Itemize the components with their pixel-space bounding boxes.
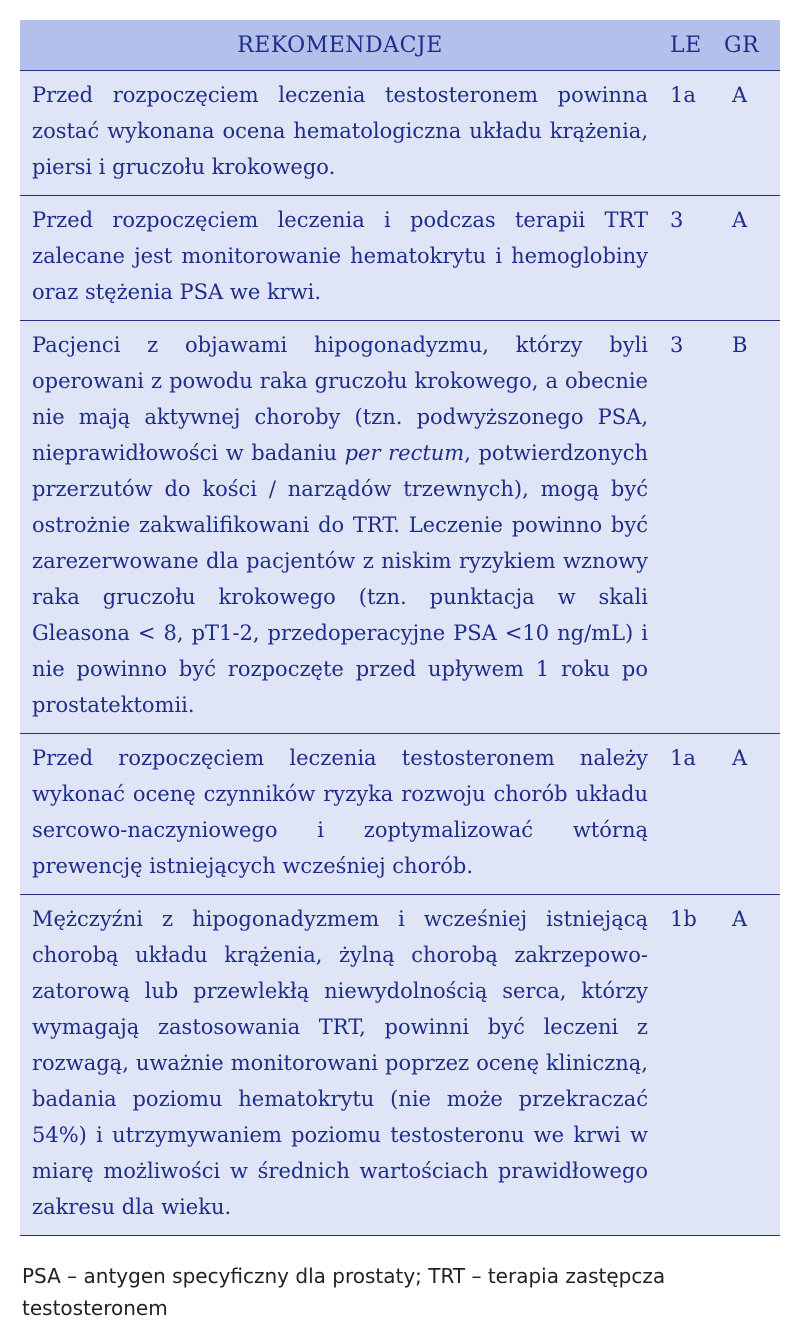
table-footnote: PSA – antygen specyficzny dla prostaty; TRT – terapia zastępcza testosteronem	[22, 1264, 666, 1320]
recommendation-text-part: Pacjenci z objawami hipogonadyzmu, którzy byli operowani z powodu raka gruczołu krokowego, a obecnie nie mają aktywnej choroby (tzn. podwyższonego PSA, nieprawidłowości w badaniu	[32, 333, 648, 465]
level-of-evidence: 1a	[660, 734, 718, 895]
recommendation-text: Przed rozpoczęciem leczenia i podczas terapii TRT zalecane jest monitorowanie hematokrytu i hemoglobiny oraz stężenia PSA we krwi.	[20, 196, 660, 321]
grade-of-recommendation: A	[718, 71, 780, 196]
recommendations-table	[20, 20, 780, 1236]
level-of-evidence: 3	[660, 321, 718, 734]
table-row	[20, 895, 780, 1236]
level-of-evidence: 1a	[660, 71, 718, 196]
header-gr: GR	[718, 20, 780, 71]
table-header-row	[20, 20, 780, 71]
recommendation-text-part: , potwierdzonych przerzutów do kości / narządów trzewnych), mogą być ostrożnie zakwalifikowani do TRT. Leczenie powinno być zarezerwowane dla pacjentów z niskim ryzykiem wznowy raka gruczołu krokowego (tzn. punktacja w skali Gleasona < 8, pT1-2, przedoperacyjne PSA <10 ng/mL) i nie powinno być rozpoczęte przed upływem 1 roku po prostatektomii.	[32, 441, 648, 717]
recommendation-text-italic: per rectum	[344, 441, 465, 465]
grade-of-recommendation: A	[718, 196, 780, 321]
recommendations-table-wrap	[20, 20, 780, 1236]
header-recommendations: REKOMENDACJE	[20, 20, 660, 71]
table-row	[20, 321, 780, 734]
table-row	[20, 734, 780, 895]
recommendation-text	[20, 321, 660, 734]
grade-of-recommendation: A	[718, 734, 780, 895]
level-of-evidence: 1b	[660, 895, 718, 1236]
table-row	[20, 71, 780, 196]
recommendation-text: Przed rozpoczęciem leczenia testosteronem należy wykonać ocenę czynników ryzyka rozwoju chorób układu sercowo-naczyniowego i zoptymalizować wtórną prewencję istniejących wcześniej chorób.	[20, 734, 660, 895]
grade-of-recommendation: A	[718, 895, 780, 1236]
header-le: LE	[660, 20, 718, 71]
recommendation-text: Przed rozpoczęciem leczenia testosteronem powinna zostać wykonana ocena hematologiczna układu krążenia, piersi i gruczołu krokowego.	[20, 71, 660, 196]
grade-of-recommendation: B	[718, 321, 780, 734]
table-row	[20, 196, 780, 321]
recommendation-text: Mężczyźni z hipogonadyzmem i wcześniej istniejącą chorobą układu krążenia, żylną chorobą zakrzepowo-zatorową lub przewlekłą niewydolnością serca, którzy wymagają zastosowania TRT, powinni być leczeni z rozwagą, uważnie monitorowani poprzez ocenę kliniczną, badania poziomu hematokrytu (nie może przekraczać 54%) i utrzymywaniem poziomu testosteronu we krwi w miarę możliwości w średnich wartościach prawidłowego zakresu dla wieku.	[20, 895, 660, 1236]
level-of-evidence: 3	[660, 196, 718, 321]
